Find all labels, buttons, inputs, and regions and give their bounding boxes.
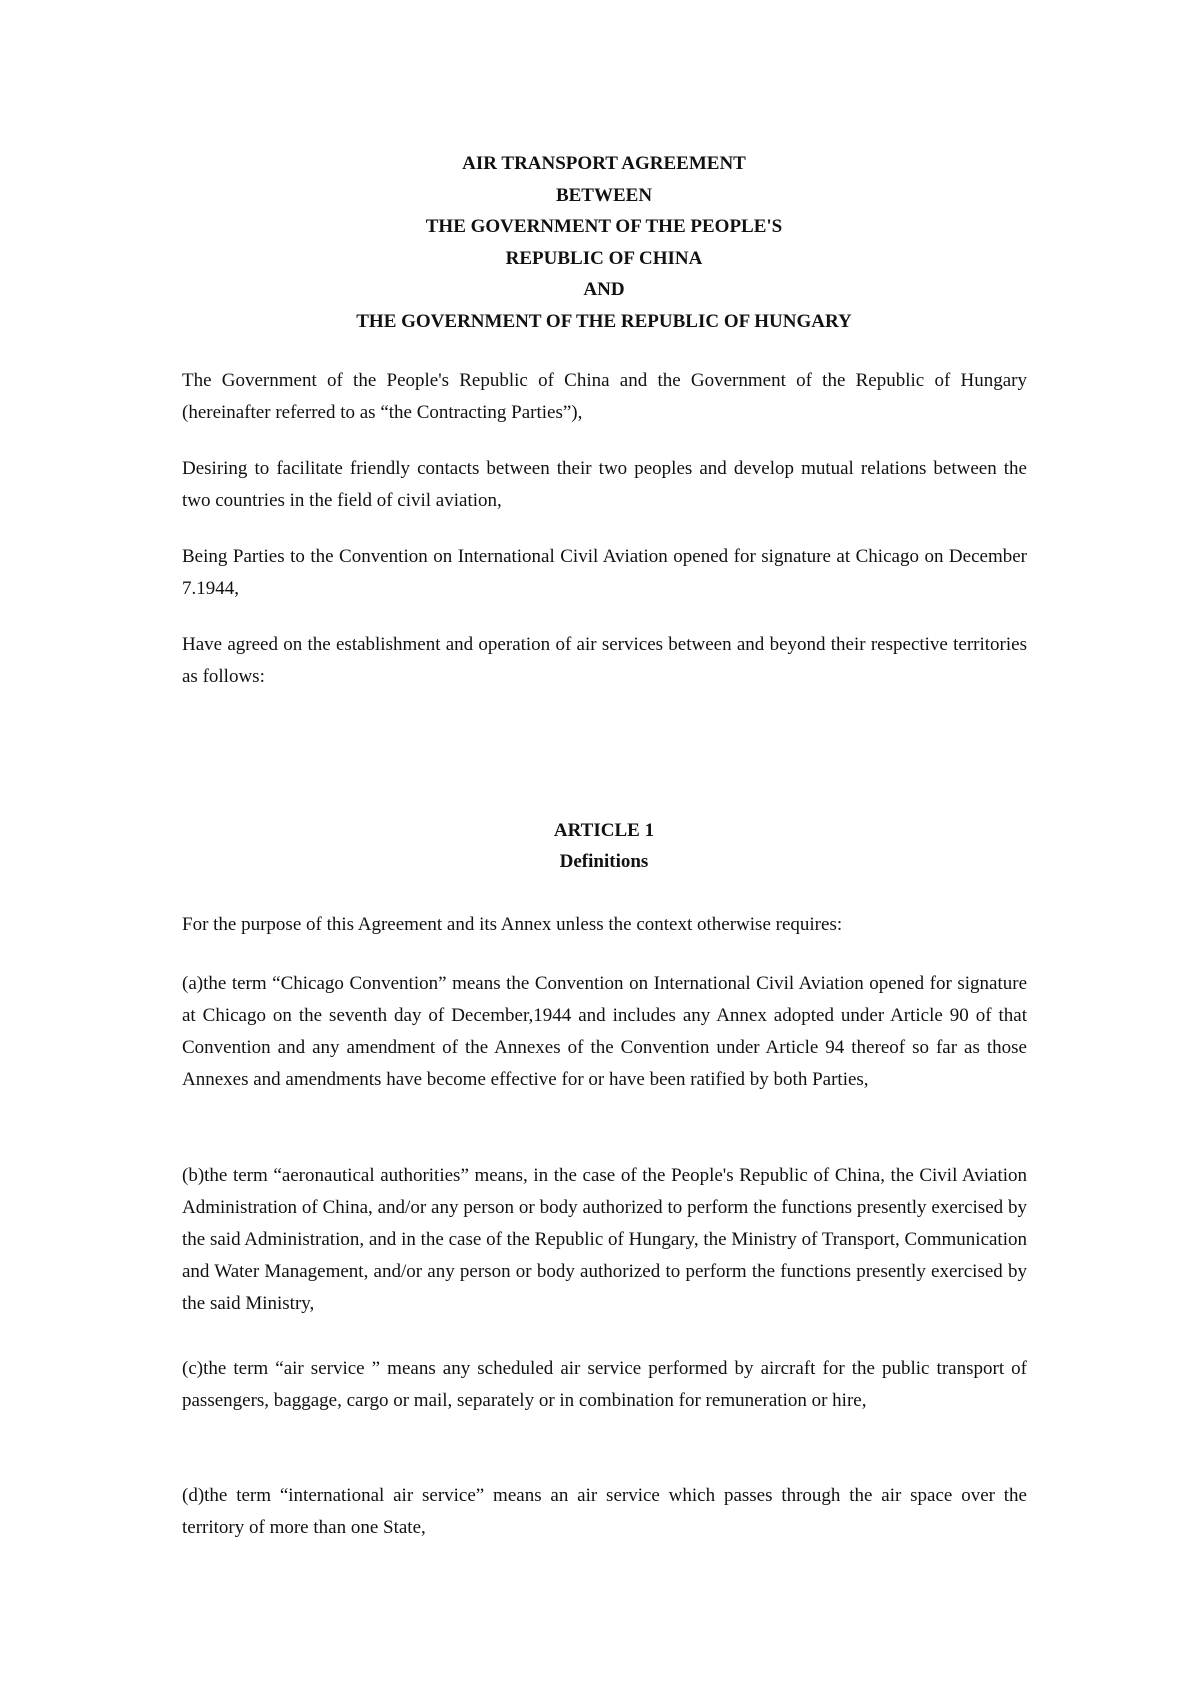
preamble-agreed-paragraph: Have agreed on the establishment and operation of air services between and beyond their respective territories as follows: bbox=[182, 634, 1027, 687]
title-line: THE GOVERNMENT OF THE PEOPLE'S bbox=[425, 216, 783, 237]
article-number: ARTICLE 1 bbox=[553, 820, 655, 841]
agreement-title bbox=[180, 148, 1028, 337]
definition-d-paragraph: (d)the term “international air service” means an air service which passes through the air space over the territory of more than one State, bbox=[182, 1485, 1027, 1538]
title-line: BETWEEN bbox=[555, 184, 653, 206]
preamble-desiring-paragraph: Desiring to facilitate friendly contacts between their two peoples and develop mutual relations between the two countries in the field of civil aviation, bbox=[182, 458, 1027, 511]
preamble-parties-paragraph: The Government of the People's Republic of China and the Government of the Republic of Hungary (hereinafter referred to as “the Contracting Parties”), bbox=[182, 370, 1027, 423]
title-line: AIR TRANSPORT AGREEMENT bbox=[462, 153, 746, 174]
definition-c-paragraph: (c)the term “air service ” means any scheduled air service performed by aircraft for the public transport of passengers, baggage, cargo or mail, separately or in combination for remuneration or hire, bbox=[182, 1358, 1027, 1411]
preamble-convention-paragraph: Being Parties to the Convention on International Civil Aviation opened for signature at Chicago on December 7.1944, bbox=[182, 546, 1027, 599]
definitions-intro-paragraph: For the purpose of this Agreement and its Annex unless the context otherwise requires: bbox=[182, 914, 843, 935]
article-title: Definitions bbox=[559, 851, 649, 872]
title-line: REPUBLIC OF CHINA bbox=[505, 247, 703, 269]
definition-a-paragraph: (a)the term “Chicago Convention” means the Convention on International Civil Aviation opened for signature at Chicago on the seventh day of December,1944 and includes any Annex adopted under Article 90 of that Convention and any amendment of the Annexes of the Convention under Article 94 thereof so far as those Annexes and amendments have become effective for or have been ratified by both Parties, bbox=[182, 973, 1027, 1090]
definition-b-paragraph: (b)the term “aeronautical authorities” means, in the case of the People's Republic of China, the Civil Aviation Administration of China, and/or any person or body authorized to perform the functions presently exercised by the said Administration, and in the case of the Republic of Hungary, the Ministry of Transport, Communication and Water Management, and/or any person or body authorized to perform the functions presently exercised by the said Ministry, bbox=[182, 1165, 1027, 1314]
title-line: THE GOVERNMENT OF THE REPUBLIC OF HUNGARY bbox=[356, 310, 852, 332]
article-heading bbox=[180, 815, 1028, 877]
title-line: AND bbox=[583, 279, 625, 300]
